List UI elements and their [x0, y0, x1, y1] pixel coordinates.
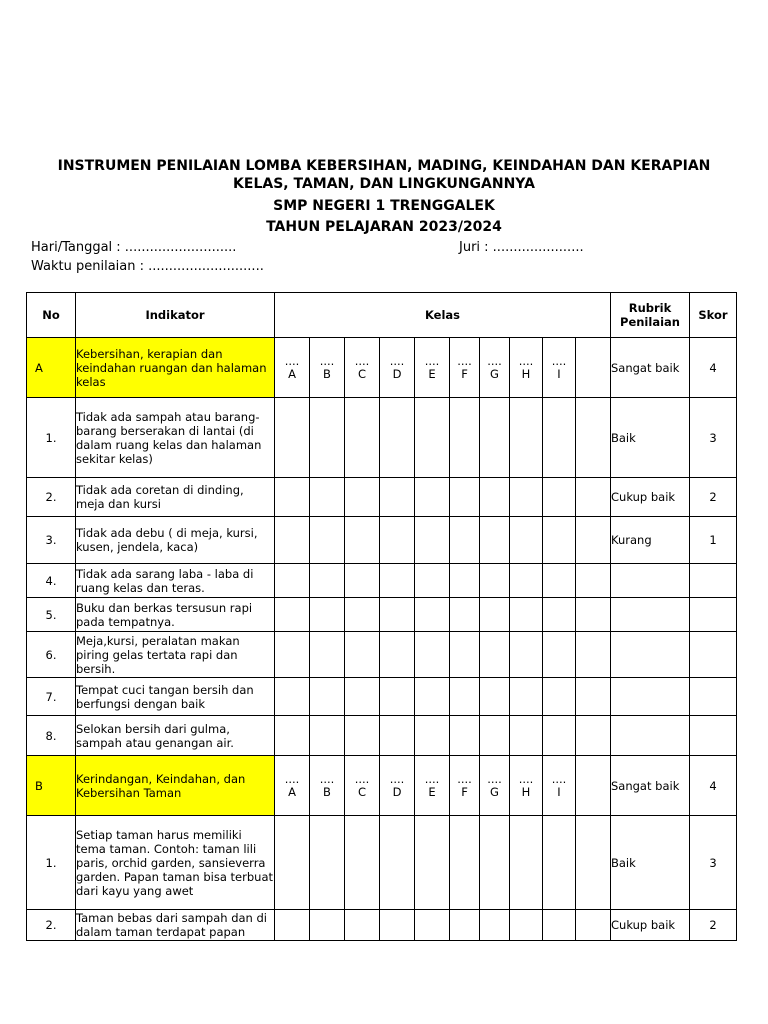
class-column-f — [450, 338, 480, 398]
indikator-cell: Tidak ada debu ( di meja, kursi, kusen, jendela, kaca) — [76, 517, 275, 564]
score-cell — [345, 632, 380, 678]
juri-field: Juri : ...................... — [459, 240, 584, 255]
class-dots: .... — [389, 353, 405, 368]
rubrik-cell: Sangat baik — [611, 756, 690, 816]
skor-cell: 2 — [690, 478, 737, 517]
indikator-cell: Kebersihan, kerapian dan keindahan ruangan dan halaman kelas — [76, 338, 275, 398]
score-cell — [310, 598, 345, 632]
table-row — [27, 910, 737, 941]
score-cell — [310, 478, 345, 517]
score-cell — [450, 517, 480, 564]
class-dots: .... — [389, 771, 405, 786]
score-cell — [415, 816, 450, 910]
score-cell — [480, 816, 510, 910]
class-dots: .... — [354, 771, 370, 786]
doc-title-line-1: INSTRUMEN PENILAIAN LOMBA KEBERSIHAN, MADING, KEINDAHAN DAN KERAPIAN — [57, 158, 711, 174]
score-cell — [310, 678, 345, 716]
skor-cell: 1 — [690, 517, 737, 564]
score-cell — [480, 910, 510, 941]
class-column-c — [345, 338, 380, 398]
score-cell — [543, 632, 576, 678]
score-cell — [480, 398, 510, 478]
score-cell — [480, 716, 510, 756]
class-dots: .... — [319, 771, 335, 786]
score-cell — [310, 564, 345, 598]
indikator-cell: Meja,kursi, peralatan makan piring gelas tertata rapi dan bersih. — [76, 632, 275, 678]
score-cell — [380, 632, 415, 678]
table-row — [27, 816, 737, 910]
class-letter: D — [392, 784, 402, 799]
class-letter: D — [392, 366, 402, 381]
score-cell — [543, 816, 576, 910]
skor-cell: 4 — [690, 756, 737, 816]
skor-cell: 3 — [690, 816, 737, 910]
score-cell — [345, 598, 380, 632]
class-dots: .... — [319, 353, 335, 368]
score-cell — [415, 564, 450, 598]
score-cell — [510, 398, 543, 478]
header-rubrik: Rubrik Penilaian — [611, 293, 690, 338]
table-row — [27, 478, 737, 517]
score-cell — [380, 816, 415, 910]
score-cell — [543, 517, 576, 564]
score-cell — [450, 678, 480, 716]
score-cell — [450, 632, 480, 678]
score-cell — [510, 910, 543, 941]
score-cell — [415, 910, 450, 941]
indikator-cell: Tidak ada coretan di dinding, meja dan kursi — [76, 478, 275, 517]
score-cell — [480, 632, 510, 678]
row-number: 8. — [27, 716, 76, 756]
rubrik-cell: Cukup baik — [611, 478, 690, 517]
score-cell — [345, 678, 380, 716]
class-letter: G — [490, 784, 499, 799]
class-letter: A — [288, 366, 296, 381]
score-cell — [275, 564, 310, 598]
score-cell — [450, 716, 480, 756]
score-cell — [310, 517, 345, 564]
score-cell — [510, 598, 543, 632]
class-dots: .... — [518, 353, 534, 368]
class-column-f — [450, 756, 480, 816]
section-row — [27, 756, 737, 816]
score-cell — [345, 816, 380, 910]
class-dots: .... — [424, 353, 440, 368]
row-number: 6. — [27, 632, 76, 678]
class-dots: .... — [424, 771, 440, 786]
score-cell — [510, 816, 543, 910]
score-cell — [576, 756, 611, 816]
score-cell — [380, 517, 415, 564]
score-cell — [543, 598, 576, 632]
score-cell — [380, 678, 415, 716]
rubrik-cell — [611, 716, 690, 756]
score-cell — [576, 398, 611, 478]
score-cell — [450, 598, 480, 632]
indikator-cell: Kerindangan, Keindahan, dan Kebersihan Taman — [76, 756, 275, 816]
score-cell — [310, 398, 345, 478]
row-number: A — [27, 338, 76, 398]
score-cell — [275, 598, 310, 632]
score-cell — [576, 598, 611, 632]
score-cell — [543, 398, 576, 478]
class-letter: F — [461, 784, 468, 799]
score-cell — [345, 910, 380, 941]
table-row — [27, 398, 737, 478]
hari-tanggal-field: Hari/Tanggal : ........................... — [31, 240, 237, 255]
score-cell — [310, 816, 345, 910]
class-letter: E — [428, 366, 436, 381]
score-cell — [345, 564, 380, 598]
score-cell — [310, 716, 345, 756]
score-cell — [576, 716, 611, 756]
table-row — [27, 564, 737, 598]
class-letter: C — [357, 784, 367, 799]
class-dots: .... — [457, 353, 472, 368]
section-row — [27, 338, 737, 398]
class-column-i — [543, 756, 576, 816]
row-number: 3. — [27, 517, 76, 564]
score-cell — [450, 398, 480, 478]
score-cell — [450, 564, 480, 598]
class-dots: .... — [457, 771, 472, 786]
score-cell — [510, 632, 543, 678]
class-letter: E — [428, 784, 436, 799]
class-letter: C — [357, 366, 367, 381]
indikator-cell: Setiap taman harus memiliki tema taman. Contoh: taman lili paris, orchid garden, sansieverra garden. Papan taman bisa terbuat dari kayu yang awet — [76, 816, 275, 910]
score-cell — [380, 564, 415, 598]
score-cell — [576, 910, 611, 941]
class-column-c — [345, 756, 380, 816]
score-cell — [275, 816, 310, 910]
row-number: 2. — [27, 478, 76, 517]
class-letter: I — [557, 784, 561, 799]
score-cell — [480, 598, 510, 632]
score-cell — [380, 478, 415, 517]
row-number: B — [27, 756, 76, 816]
row-number: 1. — [27, 398, 76, 478]
rubrik-cell: Baik — [611, 398, 690, 478]
header-kelas: Kelas — [275, 293, 611, 338]
indikator-cell: Tidak ada sampah atau barang- barang berserakan di lantai (di dalam ruang kelas dan halaman sekitar kelas) — [76, 398, 275, 478]
rubrik-cell: Kurang — [611, 517, 690, 564]
indikator-cell: Selokan bersih dari gulma, sampah atau genangan air. — [76, 716, 275, 756]
score-cell — [480, 564, 510, 598]
skor-cell — [690, 716, 737, 756]
class-letter: B — [323, 784, 331, 799]
score-cell — [310, 632, 345, 678]
score-cell — [345, 517, 380, 564]
skor-cell — [690, 564, 737, 598]
score-cell — [275, 632, 310, 678]
score-cell — [380, 910, 415, 941]
score-cell — [450, 816, 480, 910]
score-cell — [576, 478, 611, 517]
skor-cell: 4 — [690, 338, 737, 398]
class-column-a — [275, 756, 310, 816]
class-column-d — [380, 756, 415, 816]
row-number: 7. — [27, 678, 76, 716]
score-cell — [345, 716, 380, 756]
score-cell — [543, 564, 576, 598]
rubrik-cell — [611, 564, 690, 598]
score-cell — [480, 678, 510, 716]
table-row — [27, 716, 737, 756]
score-cell — [345, 398, 380, 478]
class-column-h — [510, 756, 543, 816]
class-letter: B — [323, 366, 331, 381]
skor-cell — [690, 598, 737, 632]
score-cell — [415, 598, 450, 632]
score-cell — [543, 478, 576, 517]
score-cell — [510, 678, 543, 716]
class-dots: .... — [284, 353, 300, 368]
score-cell — [480, 478, 510, 517]
score-cell — [345, 478, 380, 517]
class-dots: .... — [551, 353, 567, 368]
rubrik-cell — [611, 632, 690, 678]
skor-cell: 3 — [690, 398, 737, 478]
score-cell — [380, 398, 415, 478]
score-cell — [576, 816, 611, 910]
score-cell — [576, 564, 611, 598]
school-name: SMP NEGERI 1 TRENGGALEK — [273, 198, 495, 214]
class-column-g — [480, 338, 510, 398]
score-cell — [543, 678, 576, 716]
rubrik-cell — [611, 598, 690, 632]
class-column-i — [543, 338, 576, 398]
score-cell — [415, 478, 450, 517]
waktu-penilaian-field: Waktu penilaian : ............................ — [31, 259, 264, 274]
score-cell — [380, 716, 415, 756]
table-header-row — [27, 293, 737, 338]
class-letter: G — [490, 366, 499, 381]
class-letter: H — [521, 784, 531, 799]
rubrik-cell: Sangat baik — [611, 338, 690, 398]
score-cell — [275, 678, 310, 716]
class-dots: .... — [551, 771, 567, 786]
row-number: 1. — [27, 816, 76, 910]
class-column-e — [415, 338, 450, 398]
indikator-cell: Buku dan berkas tersusun rapi pada tempatnya. — [76, 598, 275, 632]
assessment-table — [26, 292, 737, 941]
header-skor: Skor — [690, 293, 737, 338]
score-cell — [310, 910, 345, 941]
row-number: 2. — [27, 910, 76, 941]
class-letter: F — [461, 366, 468, 381]
table-row — [27, 678, 737, 716]
score-cell — [510, 517, 543, 564]
class-letter: I — [557, 366, 561, 381]
class-dots: .... — [487, 353, 502, 368]
table-row — [27, 632, 737, 678]
table-row — [27, 598, 737, 632]
table-row — [27, 517, 737, 564]
class-dots: .... — [518, 771, 534, 786]
doc-title-line-2: KELAS, TAMAN, DAN LINGKUNGANNYA — [233, 176, 535, 192]
class-letter: A — [288, 784, 296, 799]
score-cell — [415, 632, 450, 678]
class-letter: H — [521, 366, 531, 381]
score-cell — [576, 678, 611, 716]
score-cell — [275, 716, 310, 756]
class-column-e — [415, 756, 450, 816]
skor-cell — [690, 632, 737, 678]
header-no: No — [27, 293, 76, 338]
indikator-cell: Taman bebas dari sampah dan di dalam taman terdapat papan — [76, 910, 275, 941]
score-cell — [415, 398, 450, 478]
score-cell — [510, 564, 543, 598]
class-column-b — [310, 756, 345, 816]
class-column-g — [480, 756, 510, 816]
class-dots: .... — [354, 353, 370, 368]
indikator-cell: Tempat cuci tangan bersih dan berfungsi dengan baik — [76, 678, 275, 716]
rubrik-cell: Baik — [611, 816, 690, 910]
score-cell — [576, 517, 611, 564]
score-cell — [275, 517, 310, 564]
score-cell — [275, 478, 310, 517]
class-column-h — [510, 338, 543, 398]
score-cell — [576, 338, 611, 398]
class-dots: .... — [487, 771, 502, 786]
score-cell — [510, 716, 543, 756]
class-dots: .... — [284, 771, 300, 786]
skor-cell — [690, 678, 737, 716]
score-cell — [510, 478, 543, 517]
row-number: 5. — [27, 598, 76, 632]
score-cell — [450, 910, 480, 941]
score-cell — [415, 716, 450, 756]
score-cell — [415, 517, 450, 564]
score-cell — [380, 598, 415, 632]
header-indikator: Indikator — [76, 293, 275, 338]
score-cell — [275, 910, 310, 941]
skor-cell: 2 — [690, 910, 737, 941]
rubrik-cell — [611, 678, 690, 716]
class-column-b — [310, 338, 345, 398]
academic-year: TAHUN PELAJARAN 2023/2024 — [266, 219, 502, 235]
class-column-d — [380, 338, 415, 398]
score-cell — [450, 478, 480, 517]
score-cell — [543, 910, 576, 941]
rubrik-cell: Cukup baik — [611, 910, 690, 941]
score-cell — [275, 398, 310, 478]
score-cell — [543, 716, 576, 756]
class-column-a — [275, 338, 310, 398]
score-cell — [480, 517, 510, 564]
indikator-cell: Tidak ada sarang laba - laba di ruang kelas dan teras. — [76, 564, 275, 598]
row-number: 4. — [27, 564, 76, 598]
score-cell — [576, 632, 611, 678]
score-cell — [415, 678, 450, 716]
